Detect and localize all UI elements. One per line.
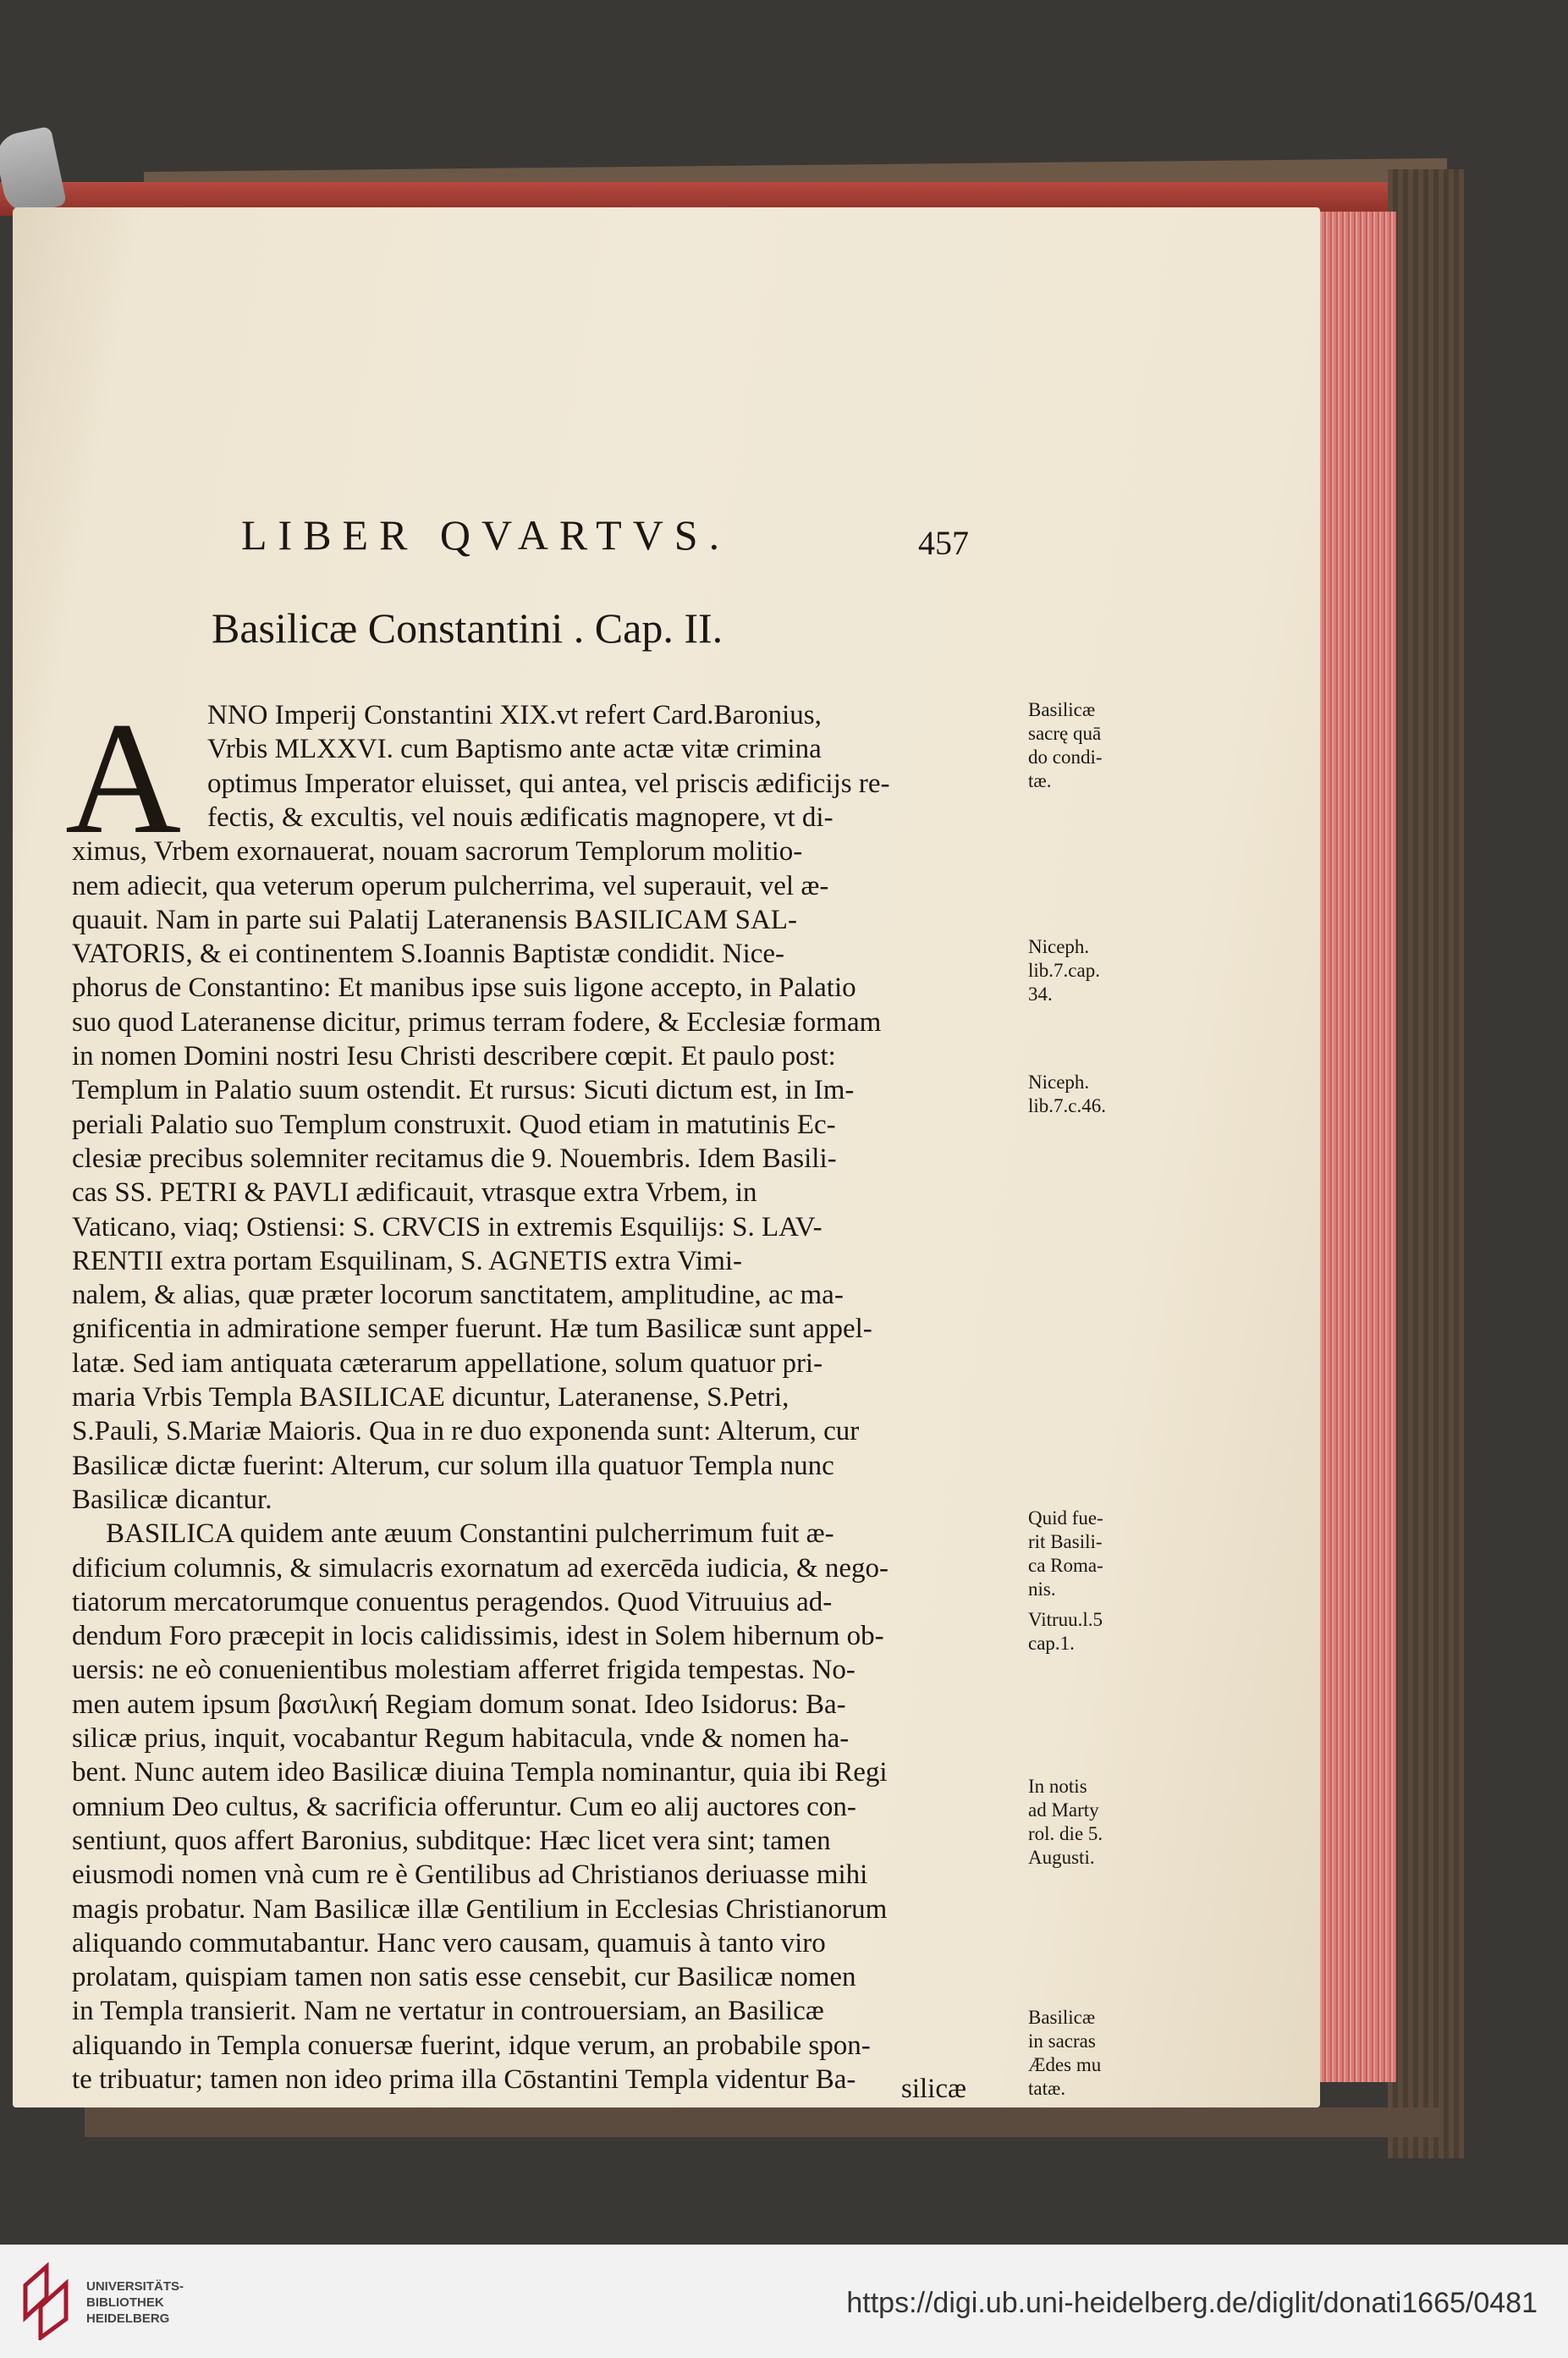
book-cover-right: [1388, 169, 1464, 2158]
text-line: nalem, & alias, quæ præter locorum sanctitatem, amplitudine, ac ma-: [72, 1280, 844, 1311]
source-url-link[interactable]: https://digi.ub.uni-heidelberg.de/diglit/donati1665/0481: [846, 2287, 1538, 2319]
red-page-edges: [1316, 212, 1396, 2082]
text-line: silicæ prius, inquit, vocabantur Regum habitacula, vnde & nomen ha-: [72, 1723, 850, 1754]
margin-note-line: Niceph.: [1028, 1072, 1090, 1093]
text-line: periali Palatio suo Templum construxit. Quod etiam in matutinis Ec-: [72, 1109, 836, 1140]
margin-note-line: do condi-: [1028, 747, 1103, 768]
margin-note-line: sacrę quā: [1028, 723, 1102, 744]
text-line: maria Vrbis Templa BASILICAE dicuntur, Lateranense, S.Petri,: [72, 1382, 790, 1413]
margin-note-line: rol. die 5.: [1028, 1823, 1103, 1844]
text-line: bent. Nunc autem ideo Basilicæ diuina Templa nominantur, quia ibi Regi: [72, 1757, 888, 1788]
library-name-line: HEIDELBERG: [86, 2311, 170, 2326]
text-line: men autem ipsum βασιλική Regiam domum sonat. Ideo Isidorus: Ba-: [72, 1689, 846, 1720]
chapter-title: Basilicæ Constantini . Cap. II.: [212, 604, 723, 652]
margin-note-line: Quid fue-: [1028, 1507, 1103, 1529]
catchword: silicæ: [901, 2074, 967, 2104]
text-line: latæ. Sed iam antiquata cæterarum appellatione, solum quatuor pri-: [72, 1347, 823, 1379]
text-line: te tribuatur; tamen non ideo prima illa Cōstantini Templa videntur Ba-: [72, 2064, 856, 2095]
margin-note-line: Augusti.: [1028, 1847, 1095, 1868]
page-number: 457: [918, 524, 969, 562]
margin-note-line: in sacras: [1028, 2030, 1096, 2052]
text-line: eiusmodi nomen vnà cum re è Gentilibus ad Christianos deriuasse mihi: [72, 1859, 868, 1891]
margin-note-line: rit Basili-: [1028, 1531, 1103, 1552]
margin-note-line: 34.: [1028, 983, 1053, 1005]
library-name: [86, 2278, 184, 2327]
text-line: sentiunt, quos affert Baronius, subditque: Hæc licet vera sint; tamen: [72, 1825, 831, 1856]
text-line: in nomen Domini nostri Iesu Christi describere cœpit. Et paulo post:: [72, 1041, 836, 1072]
page-clip: [0, 126, 67, 217]
margin-note-line: cap.1.: [1028, 1633, 1075, 1654]
text-line: Basilicæ dictæ fuerint: Alterum, cur solum illa quatuor Templa nunc: [72, 1450, 834, 1481]
margin-note-line: lib.7.c.46.: [1028, 1095, 1106, 1116]
margin-note-line: Basilicæ: [1028, 2007, 1096, 2028]
text-line: gnificentia in admiratione semper fuerunt. Hæ tum Basilicæ sunt appel-: [72, 1314, 872, 1345]
margin-note-line: Niceph.: [1028, 936, 1090, 957]
text-line: BASILICA quidem ante æuum Constantini pulcherrimum fuit æ-: [106, 1518, 834, 1550]
text-line: omnium Deo cultus, & sacrificia offeruntur. Cum eo alij auctores con-: [72, 1791, 856, 1822]
margin-note-line: lib.7.cap.: [1028, 960, 1100, 981]
text-line: Basilicæ dicantur.: [72, 1484, 272, 1515]
library-name-line: UNIVERSITÄTS-: [86, 2279, 184, 2294]
text-line: fectis, & excultis, vel nouis ædificatis magnopere, vt di-: [207, 802, 834, 833]
text-line: phorus de Constantino: Et manibus ipse suis ligone accepto, in Palatio: [72, 972, 856, 1004]
text-line: dificium columnis, & simulacris exornatum ad exercēda iudicia, & nego-: [72, 1552, 889, 1584]
margin-note-line: Vitruu.l.5: [1028, 1609, 1103, 1630]
footer-bar: [0, 2245, 1568, 2358]
text-line: optimus Imperator eluisset, qui antea, vel priscis ædificijs re-: [207, 768, 890, 799]
text-line: nem adiecit, qua veterum operum pulcherrima, vel superauit, vel æ-: [72, 870, 829, 901]
margin-note-line: ca Roma-: [1028, 1555, 1103, 1576]
text-line: S.Pauli, S.Mariæ Maioris. Qua in re duo exponenda sunt: Alterum, cur: [72, 1416, 860, 1447]
text-line: aliquando in Templa conuersæ fuerint, idque verum, an probabile spon-: [72, 2030, 871, 2061]
margin-note-line: tatæ.: [1028, 2078, 1066, 2099]
text-line: quauit. Nam in parte sui Palatij Lateranensis BASILICAM SAL-: [72, 904, 797, 935]
margin-note-line: Ædes mu: [1028, 2054, 1102, 2075]
library-name-line: BIBLIOTHEK: [86, 2295, 164, 2310]
text-line: ximus, Vrbem exornauerat, nouam sacrorum Templorum molitio-: [72, 836, 803, 868]
university-logo-icon: [17, 2260, 76, 2340]
text-line: cas SS. PETRI & PAVLI ædificauit, vtrasque extra Vrbem, in: [72, 1177, 757, 1209]
margin-note-line: nis.: [1028, 1578, 1056, 1600]
margin-note-line: tæ.: [1028, 770, 1052, 791]
book-cover-bottom: [85, 2107, 1439, 2137]
text-line: prolatam, quispiam tamen non satis esse censebit, cur Basilicæ nomen: [72, 1962, 856, 1993]
text-line: RENTII extra portam Esquilinam, S. AGNETIS extra Vimi-: [72, 1245, 743, 1276]
text-line: dendum Foro præcepit in locis calidissimis, idest in Solem hibernum ob-: [72, 1621, 884, 1652]
text-line: Vrbis MLXXVI. cum Baptismo ante actæ vitæ crimina: [207, 734, 822, 765]
margin-note-line: ad Marty: [1028, 1799, 1099, 1821]
drop-cap: A: [65, 690, 182, 868]
text-line: in Templa transierit. Nam ne vertatur in controuersiam, an Basilicæ: [72, 1996, 824, 2027]
text-line: aliquando commutabantur. Hanc vero causam, quamuis à tanto viro: [72, 1927, 826, 1959]
text-line: uersis: ne eò conuenientibus molestiam afferret frigida tempestas. No-: [72, 1655, 856, 1686]
text-line: tiatorum mercatorumque conuentus peragendos. Quod Vitruuius ad-: [72, 1586, 833, 1617]
text-line: suo quod Lateranense dicitur, primus terram fodere, & Ecclesiæ formam: [72, 1006, 882, 1038]
text-line: magis probatur. Nam Basilicæ illæ Gentilium in Ecclesias Christianorum: [72, 1893, 888, 1925]
text-line: clesiæ precibus solemniter recitamus die 9. Nouembris. Idem Basili-: [72, 1143, 837, 1174]
margin-note-line: In notis: [1028, 1776, 1087, 1797]
text-line: VATORIS, & ei continentem S.Ioannis Baptistæ condidit. Nice-: [72, 939, 785, 970]
text-line: Templum in Palatio suum ostendit. Et rursus: Sicuti dictum est, in Im-: [72, 1075, 855, 1106]
book-page: [13, 207, 1320, 2107]
margin-note-line: Basilicæ: [1028, 699, 1096, 720]
text-line: NNO Imperij Constantini XIX.vt refert Card.Baronius,: [207, 700, 822, 730]
running-head: LIBER QVARTVS.: [241, 511, 731, 559]
text-line: Vaticano, viaq; Ostiensi: S. CRVCIS in extremis Esquilijs: S. LAV-: [72, 1211, 823, 1242]
